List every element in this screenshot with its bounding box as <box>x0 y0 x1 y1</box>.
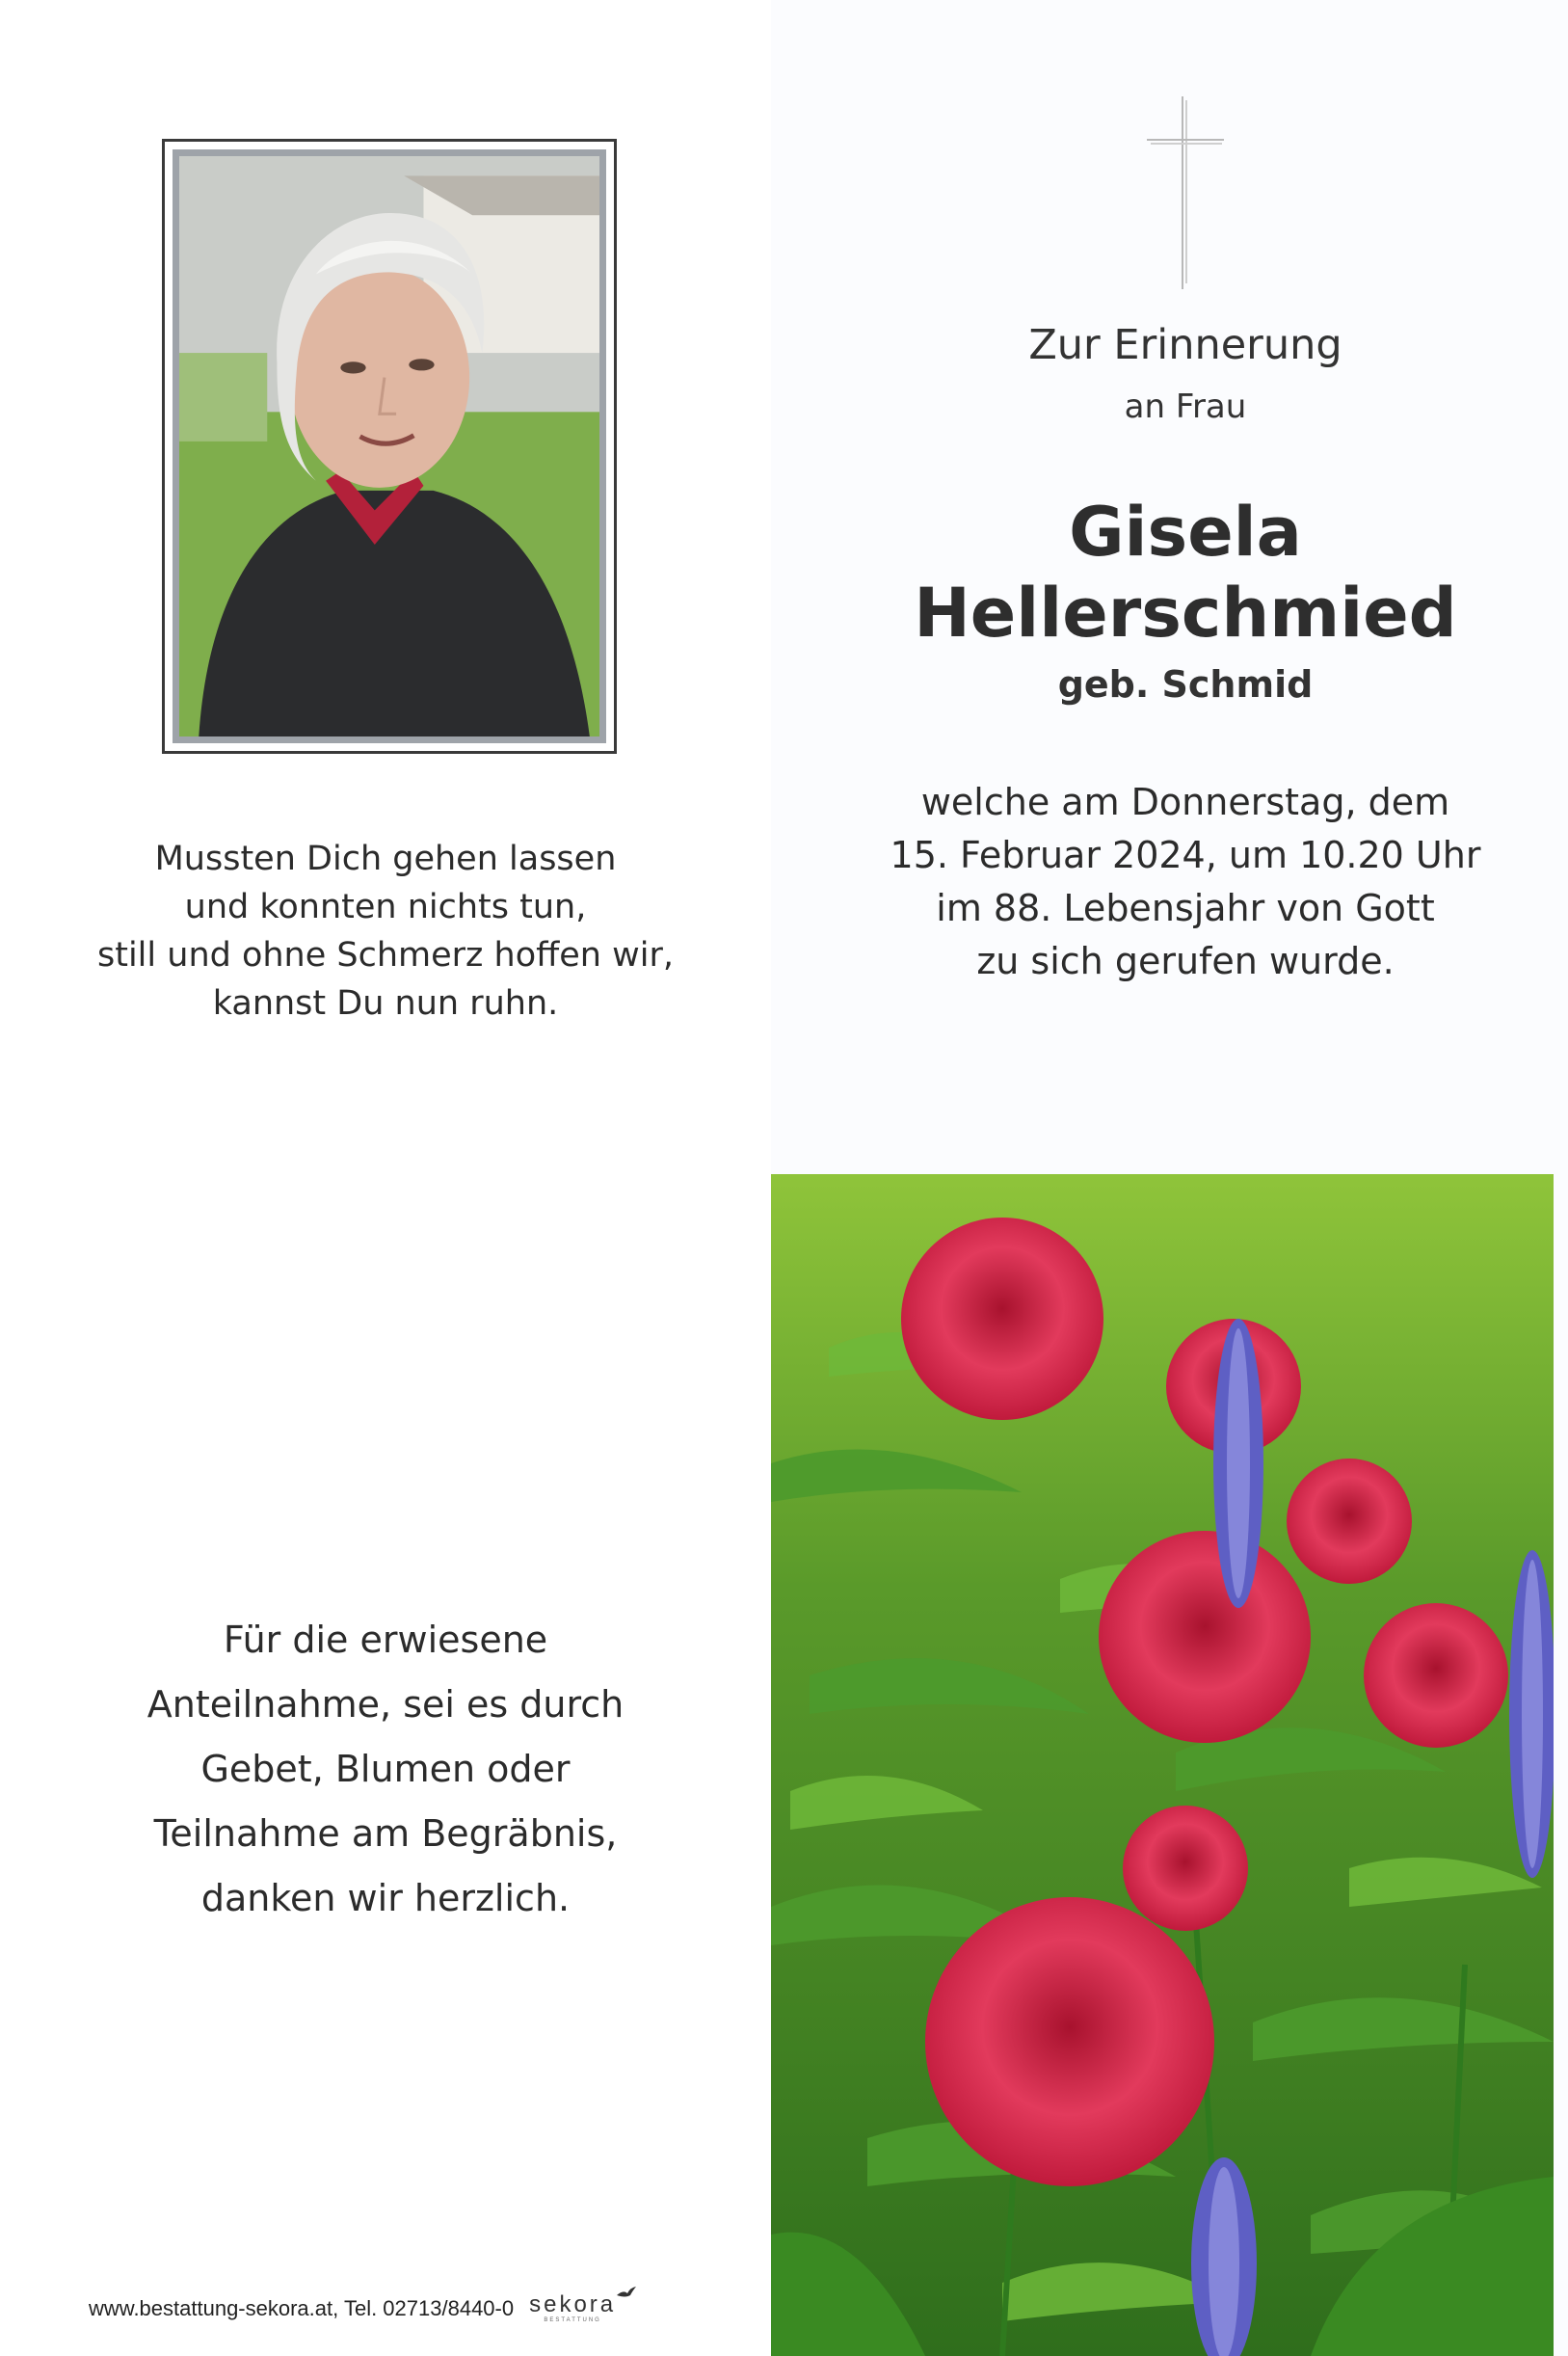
footer <box>89 2292 616 2325</box>
cross-icon <box>1137 96 1234 289</box>
birth-name: geb. Schmid <box>1057 663 1314 706</box>
portrait-frame <box>162 139 617 754</box>
notice-line: zu sich gerufen wurde. <box>976 940 1395 982</box>
thank-you-note <box>39 1608 732 1931</box>
thanks-line: Anteilnahme, sei es durch <box>146 1683 625 1726</box>
notice-line: 15. Februar 2024, um 10.20 Uhr <box>890 834 1481 876</box>
flower-photo <box>771 1174 1554 2356</box>
notice-line: welche am Donnerstag, dem <box>920 781 1450 823</box>
deceased-last-name: Hellerschmied <box>914 574 1457 653</box>
poem-line: still und ohne Schmerz hoffen wir, <box>97 936 674 975</box>
portrait-photo <box>173 149 606 743</box>
funeral-home-logo <box>529 2293 616 2324</box>
logo-subtext: BESTATTUNG <box>544 2317 601 2323</box>
notice-line: im 88. Lebensjahr von Gott <box>936 887 1435 929</box>
funeral-home-contact: www.bestattung-sekora.at, Tel. 02713/8440-0 <box>89 2296 515 2320</box>
salutation: an Frau <box>1124 388 1247 426</box>
thanks-line: danken wir herzlich. <box>200 1877 571 1919</box>
poem-line: Mussten Dich gehen lassen <box>154 840 617 878</box>
poem-line: kannst Du nun ruhn. <box>212 984 559 1023</box>
logo-wordmark: sekora <box>529 2291 617 2317</box>
thanks-line: Teilnahme am Begräbnis, <box>153 1812 618 1855</box>
death-notice <box>810 776 1561 988</box>
memorial-heading: Zur Erinnerung <box>1028 321 1342 369</box>
deceased-first-name: Gisela <box>1069 493 1302 572</box>
thanks-line: Für die erwiesene <box>223 1619 548 1661</box>
poem-line: und konnten nichts tun, <box>184 888 587 926</box>
thanks-line: Gebet, Blumen oder <box>200 1748 571 1790</box>
bird-icon <box>616 2286 637 2301</box>
poem <box>39 835 732 1028</box>
